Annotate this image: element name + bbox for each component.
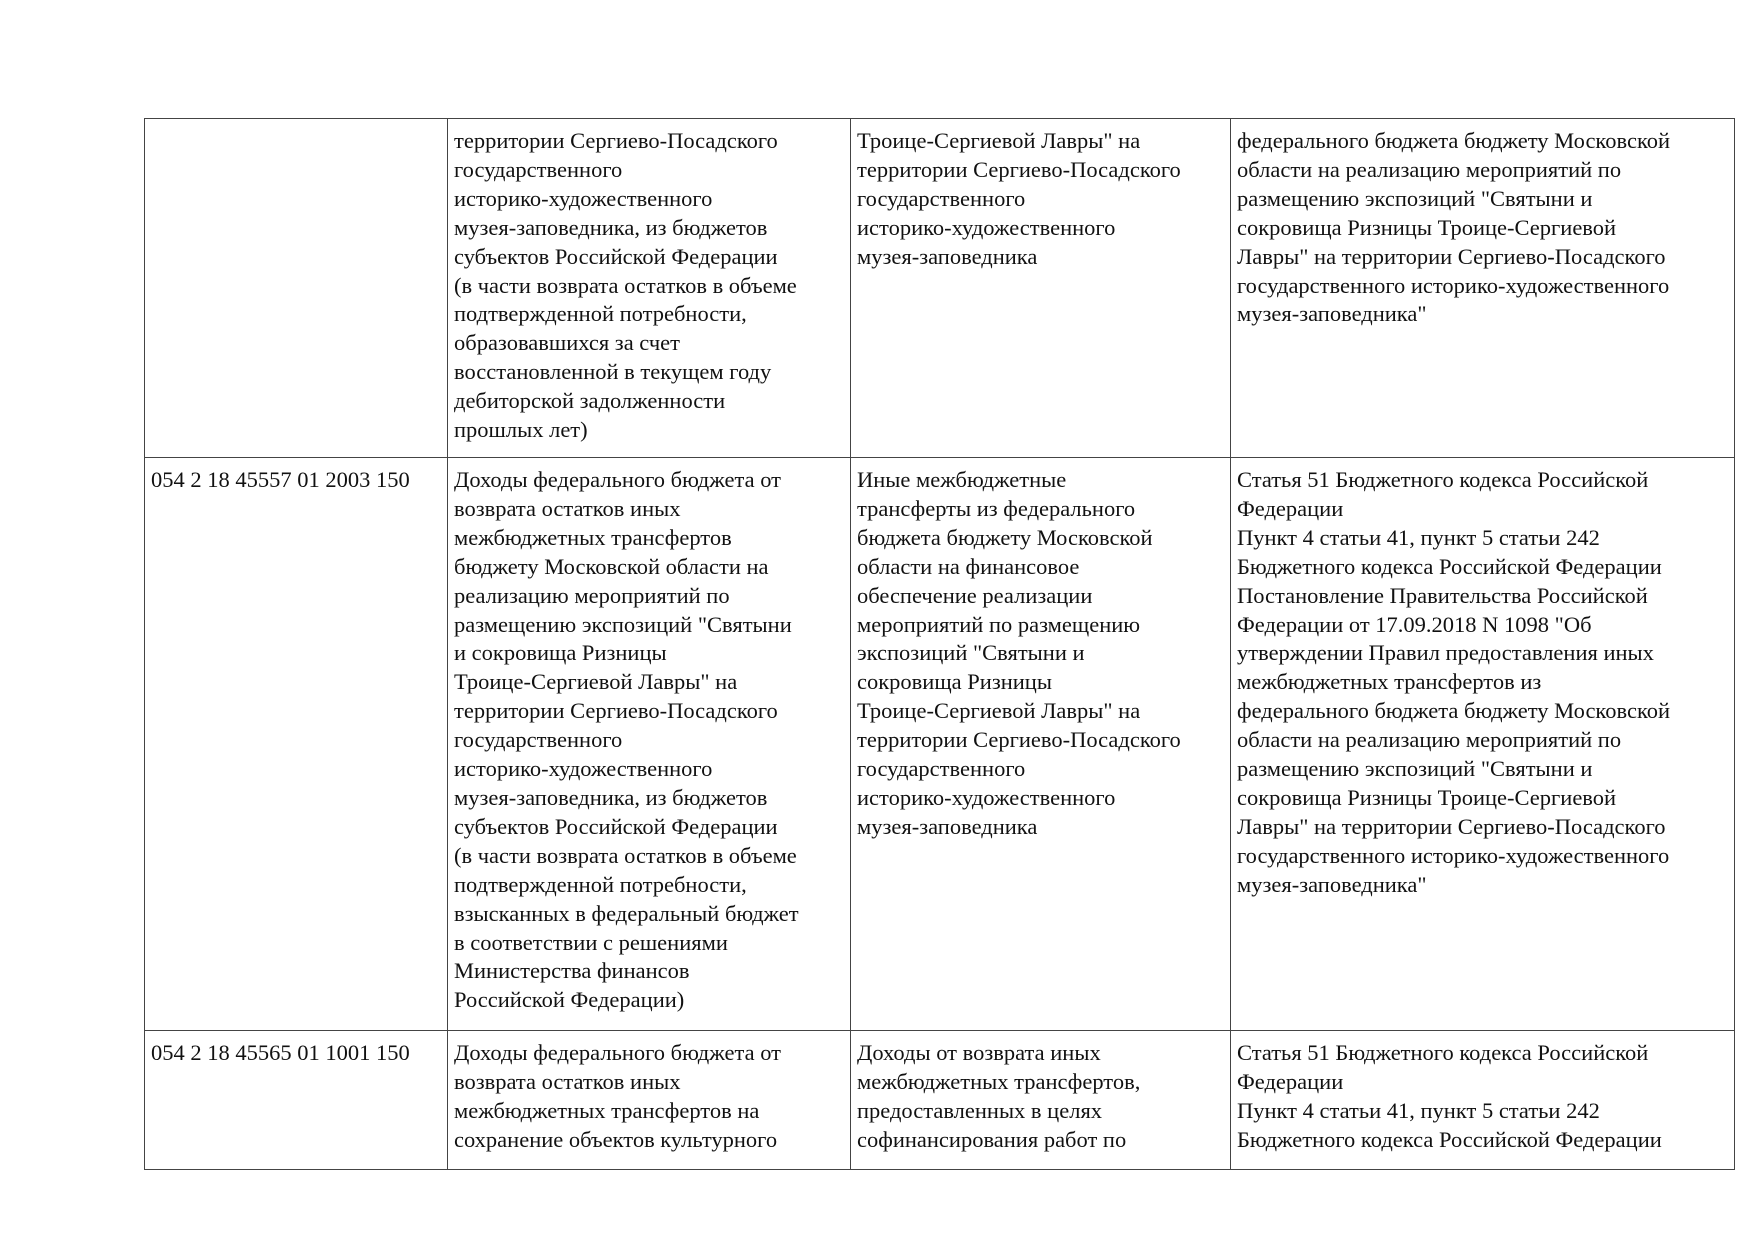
text-line: бюджету Московской области на xyxy=(454,553,769,579)
table-row xyxy=(145,119,1735,458)
text-line: федерального бюджета бюджету Московской xyxy=(1237,698,1671,724)
text-line: софинансирования работ по xyxy=(857,1126,1127,1152)
text-line: музея-заповедника, из бюджетов xyxy=(454,214,768,240)
text-line: музея-заповедника xyxy=(857,813,1038,839)
text-line: образовавшихся за счет xyxy=(454,330,680,356)
text-line: Федерации xyxy=(1237,495,1344,521)
text-line: мероприятий по размещению xyxy=(857,611,1141,637)
text-line: подтвержденной потребности, xyxy=(454,871,747,897)
text-line: в соответствии с решениями xyxy=(454,929,728,955)
table-row xyxy=(145,458,1735,1031)
text-line: восстановленной в текущем году xyxy=(454,359,772,385)
text-line: Статья 51 Бюджетного кодекса Российской xyxy=(1237,467,1649,492)
text-line: (в части возврата остатков в объеме xyxy=(454,842,797,868)
text-line: территории Сергиево-Посадского xyxy=(857,727,1181,753)
text-line: подтвержденной потребности, xyxy=(454,301,747,327)
table-row xyxy=(145,1031,1735,1170)
text-line: межбюджетных трансфертов xyxy=(454,524,732,550)
text-line: государственного историко-художественного xyxy=(1237,842,1670,868)
text-line: размещению экспозиций "Святыни xyxy=(454,611,792,637)
basis-cell xyxy=(1231,119,1735,458)
text-line: возврата остатков иных xyxy=(454,1068,681,1094)
budget-code: 054 2 18 45557 01 2003 150 xyxy=(151,467,410,492)
text-line: Доходы от возврата иных xyxy=(857,1040,1101,1065)
text-line: сокровища Ризницы xyxy=(857,669,1052,695)
text-line: Российской Федерации) xyxy=(454,987,685,1013)
text-line: сокровища Ризницы Троице-Сергиевой xyxy=(1237,784,1617,810)
text-line: Лавры" на территории Сергиево-Посадского xyxy=(1237,813,1666,839)
name-cell xyxy=(448,119,851,458)
text-line: федерального бюджета бюджету Московской xyxy=(1237,128,1671,153)
code-cell xyxy=(145,1031,448,1170)
text-line: утверждении Правил предоставления иных xyxy=(1237,640,1654,666)
text-line: музея-заповедника, из бюджетов xyxy=(454,784,768,810)
text-line: бюджета бюджету Московской xyxy=(857,524,1153,550)
text-line: Министерства финансов xyxy=(454,958,690,984)
name-cell xyxy=(448,458,851,1031)
text-line: субъектов Российской Федерации xyxy=(454,813,778,839)
text-line: Федерации xyxy=(1237,1068,1344,1094)
text-line: историко-художественного xyxy=(857,214,1116,240)
text-line: размещению экспозиций "Святыни и xyxy=(1237,185,1593,211)
text-line: музея-заповедника" xyxy=(1237,871,1427,897)
text-line: Доходы федерального бюджета от xyxy=(454,1040,781,1065)
text-line: государственного xyxy=(857,756,1026,782)
text-line: экспозиций "Святыни и xyxy=(857,640,1085,666)
text-line: Лавры" на территории Сергиево-Посадского xyxy=(1237,243,1666,269)
text-line: историко-художественного xyxy=(454,756,713,782)
text-line: историко-художественного xyxy=(857,784,1116,810)
text-line: области на реализацию мероприятий по xyxy=(1237,156,1622,182)
purpose-cell xyxy=(851,458,1231,1031)
basis-cell xyxy=(1231,458,1735,1031)
text-line: территории Сергиево-Посадского xyxy=(454,128,778,153)
text-line: прошлых лет) xyxy=(454,417,588,443)
text-line: сокровища Ризницы Троице-Сергиевой xyxy=(1237,214,1617,240)
text-line: субъектов Российской Федерации xyxy=(454,243,778,269)
text-line: государственного xyxy=(454,156,623,182)
text-line: Троице-Сергиевой Лавры" на xyxy=(857,128,1141,153)
budget-codes-table xyxy=(144,118,1735,1170)
text-line: сохранение объектов культурного xyxy=(454,1126,778,1152)
name-cell xyxy=(448,1031,851,1170)
text-line: музея-заповедника" xyxy=(1237,301,1427,327)
text-line: области на реализацию мероприятий по xyxy=(1237,727,1622,753)
text-line: дебиторской задолженности xyxy=(454,388,726,414)
text-line: трансферты из федерального xyxy=(857,495,1136,521)
text-line: Бюджетного кодекса Российской Федерации xyxy=(1237,553,1662,579)
text-line: взысканных в федеральный бюджет xyxy=(454,900,799,926)
text-line: историко-художественного xyxy=(454,185,713,211)
text-line: Постановление Правительства Российской xyxy=(1237,582,1648,608)
text-line: Троице-Сергиевой Лавры" на xyxy=(857,698,1141,724)
text-line: межбюджетных трансфертов из xyxy=(1237,669,1542,695)
text-line: обеспечение реализации xyxy=(857,582,1093,608)
text-line: размещению экспозиций "Святыни и xyxy=(1237,756,1593,782)
text-line: реализацию мероприятий по xyxy=(454,582,730,608)
basis-cell xyxy=(1231,1031,1735,1170)
text-line: Статья 51 Бюджетного кодекса Российской xyxy=(1237,1040,1649,1065)
text-line: Пункт 4 статьи 41, пункт 5 статьи 242 xyxy=(1237,524,1600,550)
purpose-cell xyxy=(851,119,1231,458)
text-line: и сокровища Ризницы xyxy=(454,640,667,666)
text-line: области на финансовое xyxy=(857,553,1080,579)
budget-code: 054 2 18 45565 01 1001 150 xyxy=(151,1040,410,1065)
text-line: Доходы федерального бюджета от xyxy=(454,467,781,492)
text-line: территории Сергиево-Посадского xyxy=(454,698,778,724)
text-line: государственного xyxy=(857,185,1026,211)
text-line: Федерации от 17.09.2018 N 1098 "Об xyxy=(1237,611,1592,637)
text-line: предоставленных в целях xyxy=(857,1097,1103,1123)
text-line: государственного xyxy=(454,727,623,753)
text-line: межбюджетных трансфертов, xyxy=(857,1068,1141,1094)
code-cell xyxy=(145,458,448,1031)
text-line: музея-заповедника xyxy=(857,243,1038,269)
text-line: возврата остатков иных xyxy=(454,495,681,521)
text-line: (в части возврата остатков в объеме xyxy=(454,272,797,298)
text-line: Троице-Сергиевой Лавры" на xyxy=(454,669,738,695)
text-line: государственного историко-художественного xyxy=(1237,272,1670,298)
text-line: Бюджетного кодекса Российской Федерации xyxy=(1237,1126,1662,1152)
text-line: межбюджетных трансфертов на xyxy=(454,1097,760,1123)
text-line: Пункт 4 статьи 41, пункт 5 статьи 242 xyxy=(1237,1097,1600,1123)
text-line: территории Сергиево-Посадского xyxy=(857,156,1181,182)
code-cell xyxy=(145,119,448,458)
text-line: Иные межбюджетные xyxy=(857,467,1067,492)
purpose-cell xyxy=(851,1031,1231,1170)
